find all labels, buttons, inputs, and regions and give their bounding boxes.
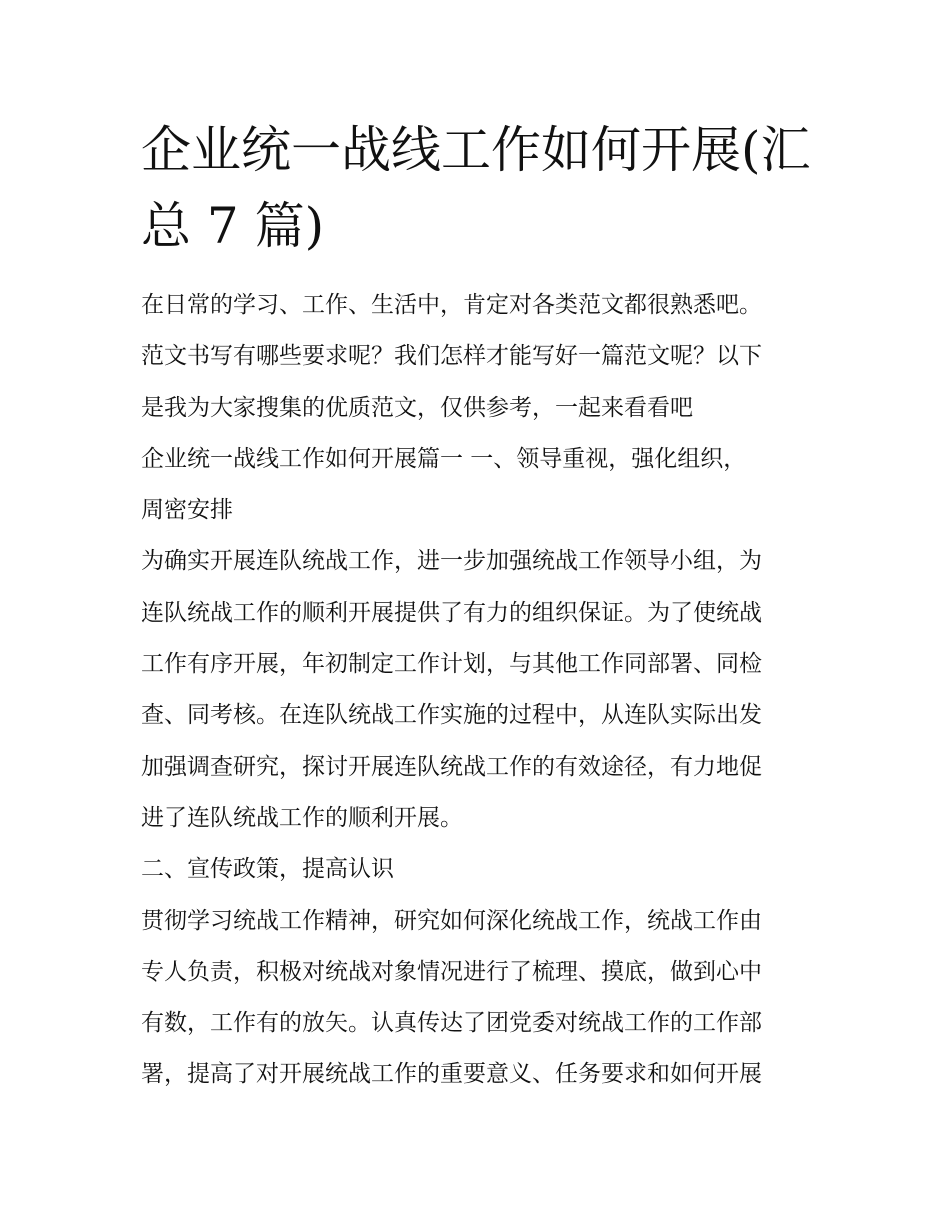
body-line: 范文书写有哪些要求呢？我们怎样才能写好一篇范文呢？以下 <box>141 343 762 370</box>
body-line: 为确实开展连队统战工作，进一步加强统战工作领导小组，为 <box>141 548 762 575</box>
body-line: 加强调查研究，探讨开展连队统战工作的有效途径，有力地促 <box>141 753 762 780</box>
document-body <box>141 280 821 1101</box>
body-line: 在日常的学习、工作、生活中，肯定对各类范文都很熟悉吧。 <box>141 292 762 318</box>
page-title <box>141 112 821 264</box>
body-line: 连队统战工作的顺利开展提供了有力的组织保证。为了使统战 <box>141 599 762 626</box>
section-heading-line: 企业统一战线工作如何开展篇一 一、领导重视，强化组织， <box>141 445 747 472</box>
title-line: 企业统一战线工作如何开展(汇 <box>141 121 811 179</box>
body-line: 工作有序开展，年初制定工作计划，与其他工作同部署、同检 <box>141 651 762 678</box>
body-line: 是我为大家搜集的优质范文，仅供参考，一起来看看吧 <box>141 394 693 421</box>
body-line: 贯彻学习统战工作精神，研究如何深化统战工作，统战工作由 <box>141 907 762 934</box>
body-line: 进了连队统战工作的顺利开展。 <box>141 804 463 831</box>
title-line: 总 7 篇) <box>141 197 325 255</box>
section-heading-line: 二、宣传政策，提高认识 <box>141 856 394 883</box>
body-line: 有数，工作有的放矢。认真传达了团党委对统战工作的工作部 <box>141 1010 762 1037</box>
section-heading-line: 周密安排 <box>141 497 233 524</box>
body-line: 查、同考核。在连队统战工作实施的过程中，从连队实际出发 <box>141 702 762 729</box>
body-line: 专人负责，积极对统战对象情况进行了梳理、摸底，做到心中 <box>141 958 762 985</box>
body-line: 署，提高了对开展统战工作的重要意义、任务要求和如何开展 <box>141 1061 762 1088</box>
